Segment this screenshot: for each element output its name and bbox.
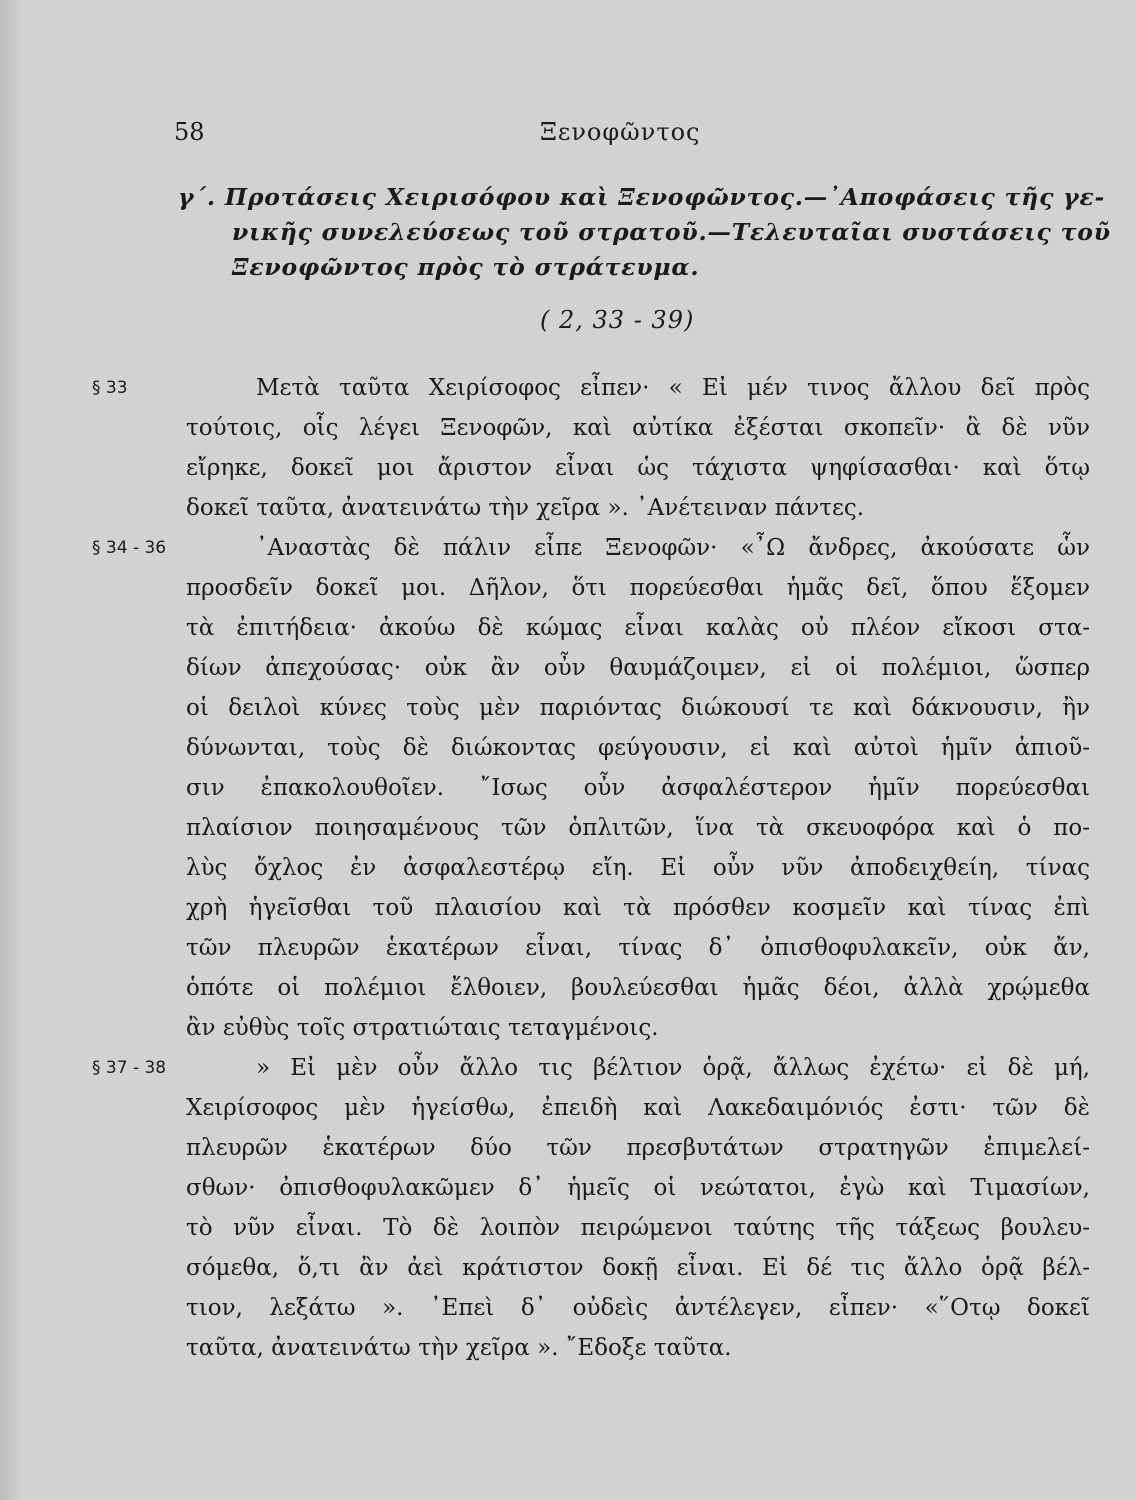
margin-section-ref: § 37 - 38	[92, 1058, 167, 1078]
text-line: σιν ἐπακολουθοῖεν. ῎Ισως οὖν ἀσφαλέστερον ἡμῖν πορεύεσθαι	[186, 775, 1090, 801]
text-line: » Εἰ μὲν οὖν ἄλλο τις βέλτιον ὁρᾷ, ἄλλως ἐχέτω· εἰ δὲ μή,	[256, 1055, 1090, 1081]
heading-line: Ξενοφῶντος πρὸς τὸ στράτευμα.	[232, 253, 700, 281]
margin-section-ref: § 33	[92, 378, 128, 398]
text-line: δοκεῖ ταῦτα, ἀνατεινάτω τὴν χεῖρα ». ᾿Ανέτειναν πάντες.	[186, 495, 865, 521]
running-head: Ξενοφῶντος	[540, 118, 701, 146]
section-range: ( 2, 33 - 39)	[540, 306, 695, 334]
margin-section-ref: § 34 - 36	[92, 538, 167, 558]
text-line: δύνωνται, τοὺς δὲ διώκοντας φεύγουσιν, εἰ καὶ αὐτοὶ ἡμῖν ἀπιοῦ-	[186, 735, 1090, 761]
text-line: Μετὰ ταῦτα Χειρίσοφος εἶπεν· « Εἰ μέν τινος ἄλλου δεῖ πρὸς	[256, 375, 1090, 401]
text-line: δίων ἀπεχούσας· οὐκ ἂν οὖν θαυμάζοιμεν, εἰ οἱ πολέμιοι, ὥσπερ	[186, 655, 1090, 681]
heading-line: νικῆς συνελεύσεως τοῦ στρατοῦ.—Τελευταῖαι συστάσεις τοῦ	[232, 218, 1111, 246]
text-line: πλαίσιον ποιησαμένους τῶν ὁπλιτῶν, ἵνα τὰ σκευοφόρα καὶ ὁ πο-	[186, 815, 1090, 841]
text-line: ᾿Αναστὰς δὲ πάλιν εἶπε Ξενοφῶν· «῏Ω ἄνδρες, ἀκούσατε ὧν	[256, 535, 1090, 561]
text-line: τῶν πλευρῶν ἑκατέρων εἶναι, τίνας δ᾿ ὀπισθοφυλακεῖν, οὐκ ἄν,	[186, 935, 1090, 961]
text-line: πλευρῶν ἑκατέρων δύο τῶν πρεσβυτάτων στρατηγῶν ἐπιμελεί-	[186, 1135, 1090, 1161]
text-line: τιον, λεξάτω ». ᾿Επεὶ δ᾿ οὐδεὶς ἀντέλεγεν, εἶπεν· «῞Οτῳ δοκεῖ	[186, 1295, 1090, 1321]
text-line: ὁπότε οἱ πολέμιοι ἔλθοιεν, βουλεύεσθαι ἡμᾶς δέοι, ἀλλὰ χρῴμεθα	[186, 975, 1090, 1001]
text-line: Χειρίσοφος μὲν ἡγείσθω, ἐπειδὴ καὶ Λακεδαιμόνιός ἐστι· τῶν δὲ	[186, 1095, 1090, 1121]
text-line: σόμεθα, ὅ,τι ἂν ἀεὶ κράτιστον δοκῇ εἶναι. Εἰ δέ τις ἄλλο ὁρᾷ βέλ-	[186, 1255, 1090, 1281]
text-line: τούτοις, οἷς λέγει Ξενοφῶν, καὶ αὐτίκα ἐξέσται σκοπεῖν· ἃ δὲ νῦν	[186, 415, 1090, 441]
text-line: τὰ ἐπιτήδεια· ἀκούω δὲ κώμας εἶναι καλὰς οὐ πλέον εἴκοσι στα-	[186, 615, 1090, 641]
page-edge	[0, 0, 20, 1500]
text-line: ταῦτα, ἀνατεινάτω τὴν χεῖρα ». ῎Εδοξε ταῦτα.	[186, 1335, 732, 1361]
text-line: χρὴ ἡγεῖσθαι τοῦ πλαισίου καὶ τὰ πρόσθεν κοσμεῖν καὶ τίνας ἐπὶ	[186, 895, 1090, 921]
text-line: προσδεῖν δοκεῖ μοι. Δῆλον, ὅτι πορεύεσθαι ἡμᾶς δεῖ, ὅπου ἕξομεν	[186, 575, 1090, 601]
text-line: σθων· ὀπισθοφυλακῶμεν δ᾿ ἡμεῖς οἱ νεώτατοι, ἐγὼ καὶ Τιμασίων,	[186, 1175, 1090, 1201]
text-line: ἂν εὐθὺς τοῖς στρατιώταις τεταγμένοις.	[186, 1015, 659, 1041]
text-line: οἱ δειλοὶ κύνες τοὺς μὲν παριόντας διώκουσί τε καὶ δάκνουσιν, ἢν	[186, 695, 1090, 721]
page-header	[0, 118, 1136, 158]
text-line: λὺς ὄχλος ἐν ἀσφαλεστέρῳ εἴη. Εἰ οὖν νῦν ἀποδειχθείη, τίνας	[186, 855, 1090, 881]
page-number: 58	[174, 118, 205, 146]
section-heading	[178, 180, 1111, 285]
text-line: τὸ νῦν εἶναι. Τὸ δὲ λοιπὸν πειρώμενοι ταύτης τῆς τάξεως βουλευ-	[186, 1215, 1090, 1241]
text-line: εἴρηκε, δοκεῖ μοι ἄριστον εἶναι ὡς τάχιστα ψηφίσασθαι· καὶ ὅτῳ	[186, 455, 1090, 481]
heading-line: γ΄. Προτάσεις Χειρισόφου καὶ Ξενοφῶντος.—᾿Αποφάσεις τῆς γε-	[178, 183, 1106, 211]
